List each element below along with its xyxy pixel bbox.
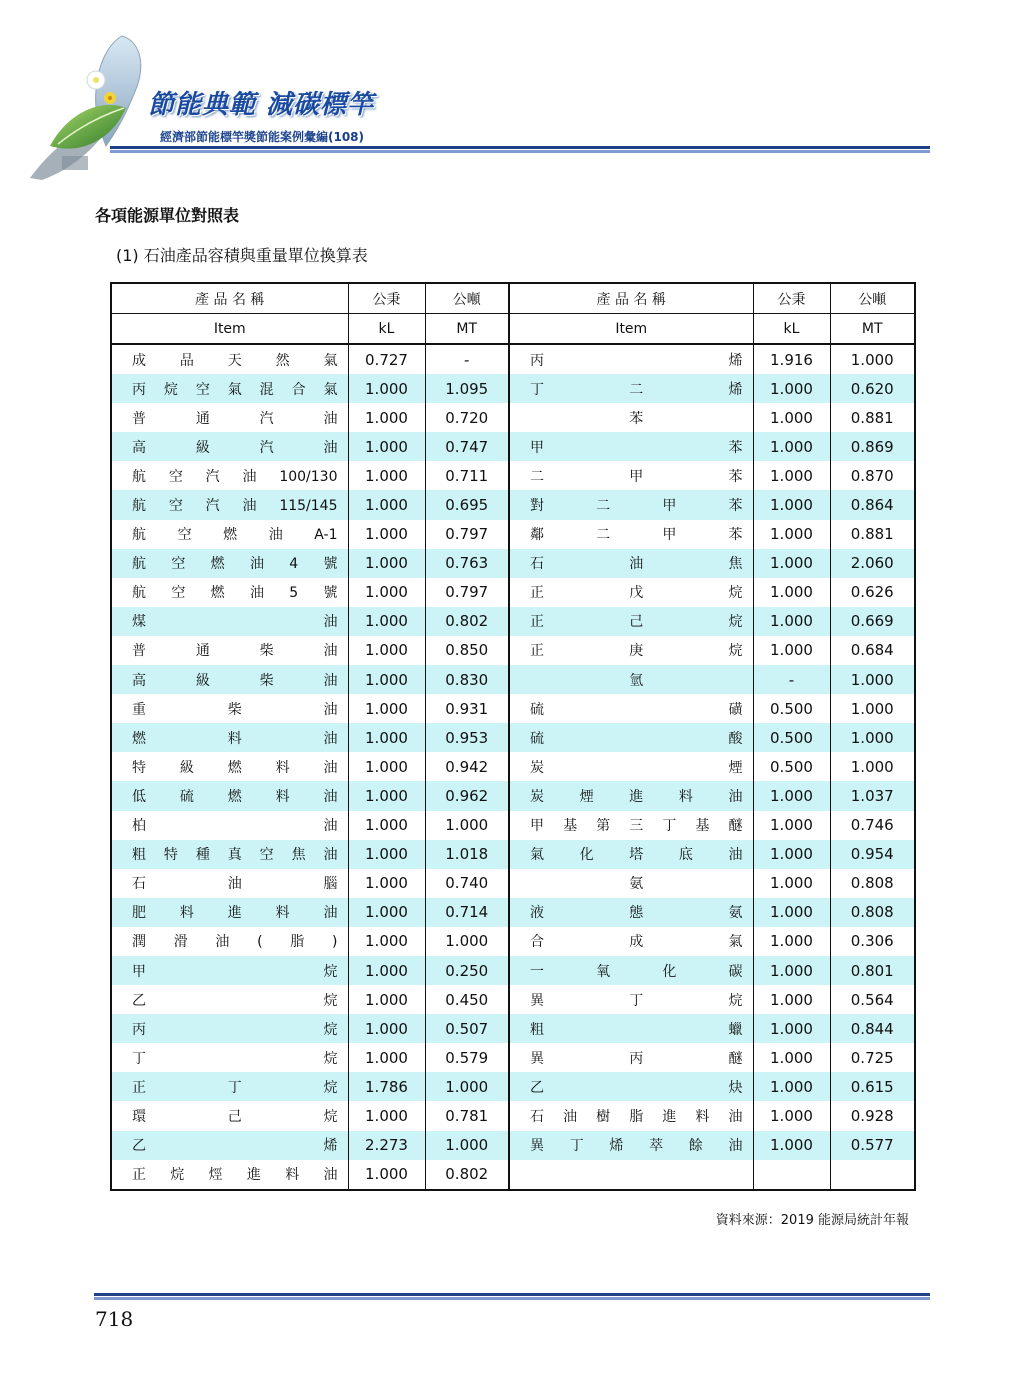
table-row: [111, 811, 915, 840]
right-kl-value: 1.000: [753, 1043, 830, 1072]
left-item-name: 普通汽油: [111, 403, 348, 432]
left-kl-value: 1.000: [348, 520, 425, 549]
right-kl-value: 1.916: [753, 344, 830, 374]
right-kl-value: 1.000: [753, 840, 830, 869]
left-item-name: 柏油: [111, 811, 348, 840]
right-kl-value: 1.000: [753, 985, 830, 1014]
right-mt-value: 1.000: [830, 752, 915, 781]
header-kl-en: kL: [753, 314, 830, 345]
table-row: [111, 1072, 915, 1101]
right-item-name: 丙烯: [509, 344, 753, 374]
right-mt-value: 0.626: [830, 578, 915, 607]
header-title: 節能典範 減碳標竿: [148, 90, 375, 120]
left-kl-value: 1.000: [348, 636, 425, 665]
right-item-name: 氨: [509, 869, 753, 898]
left-kl-value: 2.273: [348, 1131, 425, 1160]
table-row: [111, 927, 915, 956]
right-item-name: 硫磺: [509, 694, 753, 723]
left-kl-value: 1.000: [348, 374, 425, 403]
left-mt-value: 0.740: [425, 869, 509, 898]
left-kl-value: 1.000: [348, 1101, 425, 1130]
left-mt-value: 0.781: [425, 1101, 509, 1130]
left-item-name: 重柴油: [111, 694, 348, 723]
right-kl-value: [753, 1160, 830, 1190]
right-item-name: 異丙醚: [509, 1043, 753, 1072]
left-mt-value: 0.797: [425, 578, 509, 607]
right-kl-value: 1.000: [753, 1014, 830, 1043]
header-divider: [110, 146, 930, 153]
right-item-name: 硫酸: [509, 723, 753, 752]
right-kl-value: 0.500: [753, 723, 830, 752]
right-item-name: 異丁烯萃餘油: [509, 1131, 753, 1160]
left-item-name: 特級燃料油: [111, 752, 348, 781]
header-item-en: Item: [509, 314, 753, 345]
table-row: [111, 781, 915, 810]
table-row: [111, 549, 915, 578]
left-mt-value: 0.962: [425, 781, 509, 810]
left-kl-value: 1.000: [348, 490, 425, 519]
right-kl-value: 1.000: [753, 869, 830, 898]
right-item-name: 石油焦: [509, 549, 753, 578]
right-mt-value: 0.954: [830, 840, 915, 869]
table-row: [111, 956, 915, 985]
right-mt-value: 0.669: [830, 607, 915, 636]
right-kl-value: 1.000: [753, 607, 830, 636]
left-kl-value: 1.000: [348, 403, 425, 432]
header-mt-en: MT: [830, 314, 915, 345]
right-item-name: 氫: [509, 665, 753, 694]
left-item-name: 燃料油: [111, 723, 348, 752]
left-mt-value: 0.579: [425, 1043, 509, 1072]
left-kl-value: 1.000: [348, 461, 425, 490]
table-row: [111, 636, 915, 665]
table-row: [111, 898, 915, 927]
conversion-table-container: [110, 282, 914, 1191]
left-mt-value: 0.695: [425, 490, 509, 519]
header-item-zh: 產 品 名 稱: [111, 283, 348, 314]
data-source-note: 資料來源：2019 能源局統計年報: [715, 1213, 909, 1228]
left-item-name: 航空燃油A-1: [111, 520, 348, 549]
right-mt-value: 0.928: [830, 1101, 915, 1130]
header-mt-en: MT: [425, 314, 509, 345]
left-item-name: 肥料進料油: [111, 898, 348, 927]
table-body: [111, 344, 915, 1190]
right-kl-value: 1.000: [753, 374, 830, 403]
left-mt-value: 0.747: [425, 432, 509, 461]
right-mt-value: 0.306: [830, 927, 915, 956]
left-kl-value: 1.000: [348, 898, 425, 927]
right-item-name: 液態氨: [509, 898, 753, 927]
table-row: [111, 374, 915, 403]
right-item-name: 炭煙進料油: [509, 781, 753, 810]
right-item-name: 正己烷: [509, 607, 753, 636]
right-item-name: 石油樹脂進料油: [509, 1101, 753, 1130]
left-mt-value: 1.000: [425, 1131, 509, 1160]
left-kl-value: 1.000: [348, 956, 425, 985]
right-kl-value: 0.500: [753, 694, 830, 723]
header-kl-zh: 公秉: [348, 283, 425, 314]
left-item-name: 高級柴油: [111, 665, 348, 694]
left-mt-value: 0.942: [425, 752, 509, 781]
left-mt-value: 0.763: [425, 549, 509, 578]
right-mt-value: 1.000: [830, 665, 915, 694]
table-row: [111, 1131, 915, 1160]
table-row: [111, 520, 915, 549]
header-kl-zh: 公秉: [753, 283, 830, 314]
right-mt-value: 0.808: [830, 898, 915, 927]
table-row: [111, 840, 915, 869]
left-mt-value: 1.018: [425, 840, 509, 869]
right-mt-value: 0.881: [830, 403, 915, 432]
right-mt-value: 0.864: [830, 490, 915, 519]
table-row: [111, 1101, 915, 1130]
header-item-zh: 產 品 名 稱: [509, 283, 753, 314]
left-kl-value: 1.000: [348, 549, 425, 578]
table-row: [111, 723, 915, 752]
left-item-name: 航空燃油5號: [111, 578, 348, 607]
right-mt-value: 0.844: [830, 1014, 915, 1043]
table-row: [111, 461, 915, 490]
left-item-name: 乙烯: [111, 1131, 348, 1160]
left-kl-value: 1.000: [348, 1014, 425, 1043]
right-item-name: 丁二烯: [509, 374, 753, 403]
right-mt-value: 2.060: [830, 549, 915, 578]
left-item-name: 石油腦: [111, 869, 348, 898]
right-item-name: 炭煙: [509, 752, 753, 781]
left-mt-value: 0.953: [425, 723, 509, 752]
left-kl-value: 1.000: [348, 927, 425, 956]
table-row: [111, 1043, 915, 1072]
left-kl-value: 1.000: [348, 840, 425, 869]
table-row: [111, 752, 915, 781]
table-row: [111, 432, 915, 461]
right-mt-value: 0.801: [830, 956, 915, 985]
right-kl-value: 1.000: [753, 927, 830, 956]
table-row: [111, 694, 915, 723]
table-header-row-zh: [111, 283, 915, 314]
section-title: 各項能源單位對照表: [95, 206, 240, 225]
left-kl-value: 1.000: [348, 694, 425, 723]
right-item-name: [509, 1160, 753, 1190]
header-kl-en: kL: [348, 314, 425, 345]
header-mt-zh: 公噸: [830, 283, 915, 314]
left-item-name: 煤油: [111, 607, 348, 636]
right-item-name: 乙炔: [509, 1072, 753, 1101]
header-mt-zh: 公噸: [425, 283, 509, 314]
table-row: [111, 1160, 915, 1190]
left-item-name: 環己烷: [111, 1101, 348, 1130]
right-item-name: 對二甲苯: [509, 490, 753, 519]
footer-divider: [94, 1293, 930, 1300]
left-kl-value: 1.000: [348, 869, 425, 898]
right-item-name: 鄰二甲苯: [509, 520, 753, 549]
right-kl-value: -: [753, 665, 830, 694]
right-mt-value: [830, 1160, 915, 1190]
right-mt-value: 1.037: [830, 781, 915, 810]
right-kl-value: 1.000: [753, 811, 830, 840]
left-kl-value: 1.000: [348, 811, 425, 840]
right-kl-value: 1.000: [753, 578, 830, 607]
left-item-name: 粗特種真空焦油: [111, 840, 348, 869]
right-mt-value: 1.000: [830, 694, 915, 723]
right-kl-value: 1.000: [753, 461, 830, 490]
right-item-name: 甲苯: [509, 432, 753, 461]
left-kl-value: 1.000: [348, 723, 425, 752]
right-mt-value: 0.620: [830, 374, 915, 403]
right-mt-value: 0.870: [830, 461, 915, 490]
left-kl-value: 1.000: [348, 432, 425, 461]
right-kl-value: 1.000: [753, 1072, 830, 1101]
left-kl-value: 1.786: [348, 1072, 425, 1101]
header-subtitle: 經濟部節能標竿獎節能案例彙編(108): [160, 130, 365, 144]
right-kl-value: 1.000: [753, 549, 830, 578]
right-item-name: 正戊烷: [509, 578, 753, 607]
left-mt-value: 0.797: [425, 520, 509, 549]
left-mt-value: 1.095: [425, 374, 509, 403]
right-item-name: 一氧化碳: [509, 956, 753, 985]
left-kl-value: 0.727: [348, 344, 425, 374]
left-item-name: 航空汽油115/145: [111, 490, 348, 519]
right-item-name: 二甲苯: [509, 461, 753, 490]
left-kl-value: 1.000: [348, 607, 425, 636]
table-row: [111, 490, 915, 519]
right-mt-value: 0.869: [830, 432, 915, 461]
left-mt-value: 0.507: [425, 1014, 509, 1043]
right-kl-value: 1.000: [753, 636, 830, 665]
left-item-name: 航空汽油100/130: [111, 461, 348, 490]
right-mt-value: 0.615: [830, 1072, 915, 1101]
right-mt-value: 0.564: [830, 985, 915, 1014]
left-mt-value: 1.000: [425, 811, 509, 840]
left-kl-value: 1.000: [348, 752, 425, 781]
table-row: [111, 403, 915, 432]
left-kl-value: 1.000: [348, 665, 425, 694]
left-mt-value: 0.802: [425, 1160, 509, 1190]
left-mt-value: 0.830: [425, 665, 509, 694]
right-kl-value: 1.000: [753, 1131, 830, 1160]
left-kl-value: 1.000: [348, 781, 425, 810]
right-kl-value: 1.000: [753, 403, 830, 432]
right-kl-value: 1.000: [753, 781, 830, 810]
right-kl-value: 1.000: [753, 898, 830, 927]
right-mt-value: 0.881: [830, 520, 915, 549]
table-title: (1) 石油產品容積與重量單位換算表: [116, 246, 368, 265]
right-mt-value: 0.577: [830, 1131, 915, 1160]
right-item-name: 粗蠟: [509, 1014, 753, 1043]
left-kl-value: 1.000: [348, 1043, 425, 1072]
table-row: [111, 1014, 915, 1043]
left-mt-value: 0.720: [425, 403, 509, 432]
table-header-row-en: [111, 314, 915, 345]
right-kl-value: 1.000: [753, 1101, 830, 1130]
right-kl-value: 1.000: [753, 432, 830, 461]
left-item-name: 丁烷: [111, 1043, 348, 1072]
right-item-name: 正庚烷: [509, 636, 753, 665]
right-item-name: 氣化塔底油: [509, 840, 753, 869]
left-item-name: 丙烷: [111, 1014, 348, 1043]
right-kl-value: 0.500: [753, 752, 830, 781]
left-item-name: 成品天然氣: [111, 344, 348, 374]
left-mt-value: 1.000: [425, 927, 509, 956]
right-mt-value: 1.000: [830, 723, 915, 752]
right-mt-value: 0.808: [830, 869, 915, 898]
table-row: [111, 578, 915, 607]
left-mt-value: 0.850: [425, 636, 509, 665]
table-row: [111, 607, 915, 636]
left-item-name: 普通柴油: [111, 636, 348, 665]
conversion-table: [110, 282, 916, 1191]
left-item-name: 丙烷空氣混合氣: [111, 374, 348, 403]
left-mt-value: 0.714: [425, 898, 509, 927]
left-kl-value: 1.000: [348, 1160, 425, 1190]
page-header: [0, 0, 1024, 190]
left-item-name: 甲烷: [111, 956, 348, 985]
left-item-name: 高級汽油: [111, 432, 348, 461]
left-item-name: 航空燃油4號: [111, 549, 348, 578]
left-mt-value: 0.931: [425, 694, 509, 723]
right-kl-value: 1.000: [753, 520, 830, 549]
left-item-name: 乙烷: [111, 985, 348, 1014]
left-mt-value: 0.802: [425, 607, 509, 636]
right-item-name: 苯: [509, 403, 753, 432]
table-row: [111, 344, 915, 374]
left-mt-value: -: [425, 344, 509, 374]
right-mt-value: 0.725: [830, 1043, 915, 1072]
left-item-name: 低硫燃料油: [111, 781, 348, 810]
right-item-name: 甲基第三丁基醚: [509, 811, 753, 840]
right-kl-value: 1.000: [753, 956, 830, 985]
page-number: 718: [95, 1307, 134, 1331]
table-row: [111, 985, 915, 1014]
left-kl-value: 1.000: [348, 578, 425, 607]
right-kl-value: 1.000: [753, 490, 830, 519]
left-item-name: 正丁烷: [111, 1072, 348, 1101]
left-mt-value: 1.000: [425, 1072, 509, 1101]
right-mt-value: 0.684: [830, 636, 915, 665]
left-item-name: 潤滑油(脂): [111, 927, 348, 956]
header-item-en: Item: [111, 314, 348, 345]
right-item-name: 合成氣: [509, 927, 753, 956]
left-mt-value: 0.250: [425, 956, 509, 985]
left-kl-value: 1.000: [348, 985, 425, 1014]
left-mt-value: 0.711: [425, 461, 509, 490]
right-mt-value: 1.000: [830, 344, 915, 374]
table-row: [111, 869, 915, 898]
right-item-name: 異丁烷: [509, 985, 753, 1014]
left-item-name: 正烷烴進料油: [111, 1160, 348, 1190]
left-mt-value: 0.450: [425, 985, 509, 1014]
right-mt-value: 0.746: [830, 811, 915, 840]
table-row: [111, 665, 915, 694]
